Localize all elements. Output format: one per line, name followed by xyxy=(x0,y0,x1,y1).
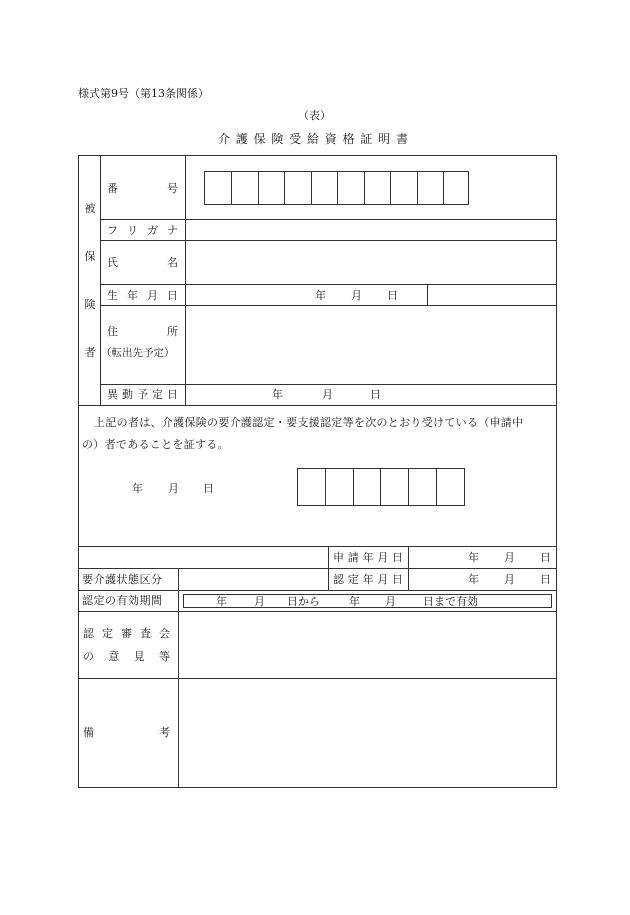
form-number: 様式第9号（第13条関係） xyxy=(78,87,209,100)
certification-text-line2: の）者であることを証する。 xyxy=(82,438,229,451)
seal-box[interactable] xyxy=(297,468,326,506)
label-char: 認 xyxy=(333,573,344,586)
label-char: 月 xyxy=(147,289,158,302)
number-digit-box[interactable] xyxy=(443,171,469,205)
seal-box[interactable] xyxy=(353,468,381,506)
day-unit: 日 xyxy=(387,289,398,302)
form-side: （表） xyxy=(298,109,331,122)
section-label-char: 険 xyxy=(84,298,96,311)
month-unit: 月 xyxy=(351,289,362,302)
number-digit-box[interactable] xyxy=(337,171,365,205)
label-char: 生 xyxy=(107,289,118,302)
section-divider xyxy=(78,405,557,406)
address-sub-label: （転出先予定） xyxy=(101,347,175,359)
move-date-label xyxy=(107,389,178,400)
number-digit-box[interactable] xyxy=(258,171,285,205)
label-char: 見 xyxy=(133,650,145,663)
number-digit-box[interactable] xyxy=(390,171,418,205)
title-char: 介 xyxy=(218,132,231,146)
row-divider xyxy=(78,611,557,612)
number-digit-box[interactable] xyxy=(204,171,232,205)
label-char: ガ xyxy=(147,224,158,237)
day-unit: 日 xyxy=(203,482,214,495)
year-unit: 年 xyxy=(272,388,283,401)
seal-box[interactable] xyxy=(436,468,465,506)
label-char: 号 xyxy=(167,182,178,195)
row-divider xyxy=(100,240,557,241)
month-unit: 月 xyxy=(385,595,396,608)
seal-box[interactable] xyxy=(325,468,354,506)
furigana-field[interactable] xyxy=(187,221,555,238)
committee-label-line1 xyxy=(83,628,170,639)
label-char: 動 xyxy=(122,388,133,401)
row-divider xyxy=(78,678,557,679)
title-char: 書 xyxy=(395,132,408,146)
month-unit: 月 xyxy=(504,551,515,564)
remarks-label xyxy=(83,727,170,738)
row-divider xyxy=(78,568,557,569)
label-char: 定 xyxy=(102,627,113,640)
label-char: 名 xyxy=(167,256,178,269)
title-char: 受 xyxy=(289,132,302,146)
label-char: 月 xyxy=(377,551,389,564)
number-digit-box[interactable] xyxy=(311,171,338,205)
birth-date-label xyxy=(107,290,178,301)
day-from-unit: 日から xyxy=(287,595,320,608)
label-char: の xyxy=(83,650,94,663)
birth-date-divider xyxy=(427,284,428,305)
insured-section-label xyxy=(80,203,100,358)
label-char: 備 xyxy=(83,726,94,739)
label-char: 査 xyxy=(140,627,151,640)
month-unit: 月 xyxy=(168,482,179,495)
label-char: 日 xyxy=(392,551,403,564)
certification-text-line1: 上記の者は、介護保険の要介護認定・要支援認定等を次のとおり受けている（申請中 xyxy=(94,416,524,429)
label-char: 日 xyxy=(167,388,178,401)
row-divider xyxy=(100,219,557,220)
validity-period-box[interactable] xyxy=(183,594,552,608)
label-char: 意 xyxy=(108,650,120,663)
label-char: 定 xyxy=(152,388,163,401)
title-char: 保 xyxy=(253,132,266,146)
row-divider xyxy=(100,305,557,306)
care-status-label: 要介護状態区分 xyxy=(82,573,163,586)
committee-label-line2 xyxy=(83,651,170,662)
document-title xyxy=(218,133,408,145)
label-char: 氏 xyxy=(107,256,118,269)
application-date-label xyxy=(333,552,403,563)
year-unit: 年 xyxy=(468,551,479,564)
day-unit: 日 xyxy=(540,573,551,586)
year-unit: 年 xyxy=(216,595,227,608)
label-char: 等 xyxy=(158,650,170,663)
label-char: 月 xyxy=(377,573,389,586)
title-char: 険 xyxy=(271,132,284,146)
number-label xyxy=(107,183,178,194)
name-field[interactable] xyxy=(187,242,555,282)
insured-col-divider-1 xyxy=(100,155,101,405)
section-label-char: 保 xyxy=(84,250,96,263)
label-char: 申 xyxy=(333,551,344,564)
label-char: 請 xyxy=(347,551,359,564)
address-field[interactable] xyxy=(187,307,555,382)
day-unit: 日 xyxy=(540,551,551,564)
label-char: 所 xyxy=(167,325,178,338)
label-char: リ xyxy=(127,224,138,237)
title-char: 資 xyxy=(324,132,337,146)
seal-box[interactable] xyxy=(380,468,409,506)
validity-label: 認定の有効期間 xyxy=(82,594,163,607)
year-unit: 年 xyxy=(349,595,360,608)
number-digit-box[interactable] xyxy=(284,171,312,205)
label-char: 会 xyxy=(159,627,170,640)
seal-box[interactable] xyxy=(408,468,437,506)
month-unit: 月 xyxy=(504,573,515,586)
number-digit-box[interactable] xyxy=(231,171,259,205)
title-char: 護 xyxy=(235,132,248,146)
title-char: 給 xyxy=(306,132,319,146)
label-char: 認 xyxy=(83,627,94,640)
label-char: 日 xyxy=(167,289,178,302)
number-digit-box[interactable] xyxy=(364,171,391,205)
col-divider xyxy=(328,546,329,590)
day-unit: 日 xyxy=(370,388,381,401)
year-unit: 年 xyxy=(468,573,479,586)
month-unit: 月 xyxy=(254,595,265,608)
certification-date-label xyxy=(333,574,403,585)
title-char: 格 xyxy=(342,132,355,146)
label-char: 日 xyxy=(392,573,403,586)
month-unit: 月 xyxy=(322,388,333,401)
committee-opinion-field[interactable] xyxy=(180,613,555,676)
label-char: 定 xyxy=(347,573,359,586)
year-unit: 年 xyxy=(132,482,143,495)
row-divider xyxy=(100,284,557,285)
label-char: 審 xyxy=(121,627,132,640)
row-divider xyxy=(100,384,557,385)
section-divider xyxy=(78,546,557,547)
insured-col-divider-2 xyxy=(185,155,186,405)
year-unit: 年 xyxy=(315,289,326,302)
name-label xyxy=(107,257,178,268)
label-char: 年 xyxy=(127,289,138,302)
label-char: 住 xyxy=(107,325,118,338)
label-char: 番 xyxy=(107,182,118,195)
number-digit-box[interactable] xyxy=(417,171,444,205)
day-until-unit: 日まで有効 xyxy=(423,595,478,608)
col-divider xyxy=(178,568,179,788)
label-char: 年 xyxy=(362,551,374,564)
row-divider xyxy=(78,590,557,591)
section-label-char: 者 xyxy=(84,346,96,359)
furigana-label xyxy=(107,225,178,236)
care-status-field[interactable] xyxy=(180,570,326,588)
title-char: 証 xyxy=(360,132,373,146)
col-divider xyxy=(408,546,409,590)
label-char: 予 xyxy=(137,388,148,401)
section-label-char: 被 xyxy=(84,202,96,215)
label-char: ナ xyxy=(167,224,178,237)
title-char: 明 xyxy=(378,132,391,146)
remarks-field[interactable] xyxy=(180,680,555,786)
label-char: 異 xyxy=(107,388,118,401)
label-char: フ xyxy=(107,224,118,237)
label-char: 年 xyxy=(362,573,374,586)
address-label xyxy=(107,326,178,337)
label-char: 考 xyxy=(159,726,170,739)
